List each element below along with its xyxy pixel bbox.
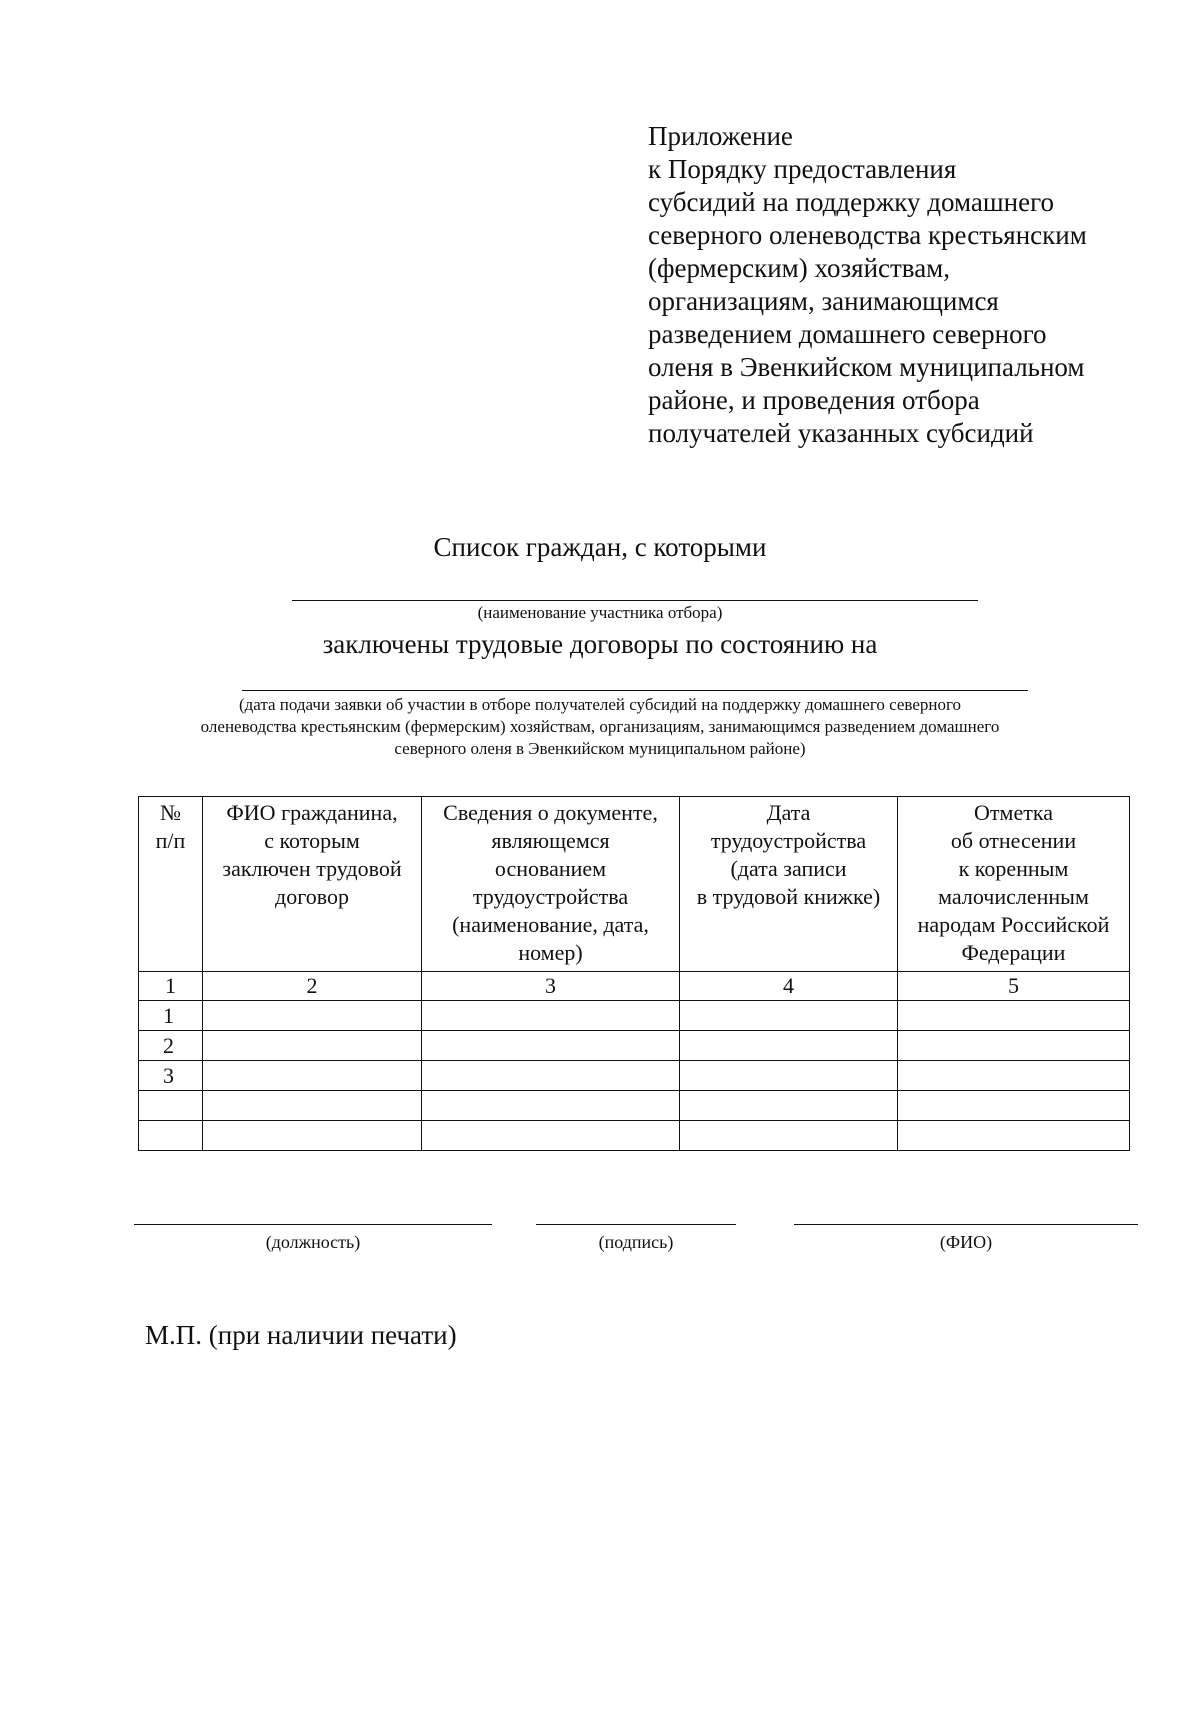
table-cell: [203, 1061, 422, 1091]
table-cell: [203, 1031, 422, 1061]
column-number: 4: [680, 972, 898, 1001]
date-caption-line: (дата подачи заявки об участии в отборе получателей субсидий на поддержку домашнего северного: [238, 695, 962, 714]
appendix-line: северного оленеводства крестьянским: [648, 220, 1087, 250]
row-number: [139, 1091, 203, 1121]
header-fio: ФИО гражданина, с которым заключен трудовой договор: [203, 797, 422, 972]
document-title: Список граждан, с которыми: [433, 532, 767, 562]
stamp-note: М.П. (при наличии печати): [145, 1320, 457, 1350]
appendix-line: разведением домашнего северного: [648, 319, 1047, 349]
table-cell: [680, 1091, 898, 1121]
column-number: 5: [898, 972, 1130, 1001]
employees-table: [138, 796, 1130, 1151]
header-document: Сведения о документе, являющемся основанием трудоустройства (наименование, дата, номер): [422, 797, 680, 972]
participant-name-line: [292, 600, 978, 601]
table-cell: [422, 1121, 680, 1151]
column-number: 1: [139, 972, 203, 1001]
position-line: [134, 1224, 492, 1225]
table-cell: [680, 1121, 898, 1151]
table-cell: [680, 1001, 898, 1031]
table-row: [139, 1091, 1130, 1121]
column-number: 2: [203, 972, 422, 1001]
date-line: [242, 690, 1028, 691]
appendix-line: субсидий на поддержку домашнего: [648, 187, 1055, 217]
table-cell: [422, 1091, 680, 1121]
name-label: (ФИО): [939, 1232, 993, 1252]
table-cell: [203, 1121, 422, 1151]
signature-label: (подпись): [598, 1232, 674, 1252]
header-number: № п/п: [139, 797, 203, 972]
column-number-row: [139, 972, 1130, 1001]
position-label: (должность): [265, 1232, 361, 1252]
signature-line: [536, 1224, 736, 1225]
table-cell: [422, 1061, 680, 1091]
table-cell: [422, 1001, 680, 1031]
row-number: 2: [139, 1031, 203, 1061]
table-cell: [680, 1061, 898, 1091]
row-number: 3: [139, 1061, 203, 1091]
table-cell: [898, 1091, 1130, 1121]
header-indigenous-mark: Отметка об отнесении к коренным малочисленным народам Российской Федерации: [898, 797, 1130, 972]
appendix-line: оленя в Эвенкийском муниципальном: [648, 352, 1085, 382]
date-caption-line: северного оленя в Эвенкийском муниципальном районе): [394, 739, 806, 758]
date-caption: [150, 694, 1050, 760]
row-number: [139, 1121, 203, 1151]
table-row: [139, 1121, 1130, 1151]
appendix-line: получателей указанных субсидий: [648, 418, 1034, 448]
appendix-line: районе, и проведения отбора: [648, 385, 980, 415]
table-cell: [898, 1001, 1130, 1031]
column-number: 3: [422, 972, 680, 1001]
table-cell: [680, 1031, 898, 1061]
appendix-line: (фермерским) хозяйствам,: [648, 253, 951, 283]
table-row: [139, 1031, 1130, 1061]
appendix-line: организациям, занимающимся: [648, 286, 999, 316]
appendix-line: Приложение: [648, 121, 793, 151]
document-subtitle: заключены трудовые договоры по состоянию на: [322, 629, 878, 659]
table-cell: [898, 1061, 1130, 1091]
appendix-header: [648, 120, 1168, 450]
table-cell: [898, 1121, 1130, 1151]
participant-caption: (наименование участника отбора): [477, 603, 723, 622]
table-row: [139, 1061, 1130, 1091]
date-caption-line: оленеводства крестьянским (фермерским) хозяйствам, организациям, занимающимся разведением домашнего: [200, 717, 1000, 736]
appendix-line: к Порядку предоставления: [648, 154, 957, 184]
table-cell: [898, 1031, 1130, 1061]
name-line: [794, 1224, 1138, 1225]
table-cell: [422, 1031, 680, 1061]
table-row: [139, 1001, 1130, 1031]
table-cell: [203, 1091, 422, 1121]
table-header-row: [139, 797, 1130, 972]
row-number: 1: [139, 1001, 203, 1031]
table-cell: [203, 1001, 422, 1031]
header-date: Дата трудоустройства (дата записи в трудовой книжке): [680, 797, 898, 972]
